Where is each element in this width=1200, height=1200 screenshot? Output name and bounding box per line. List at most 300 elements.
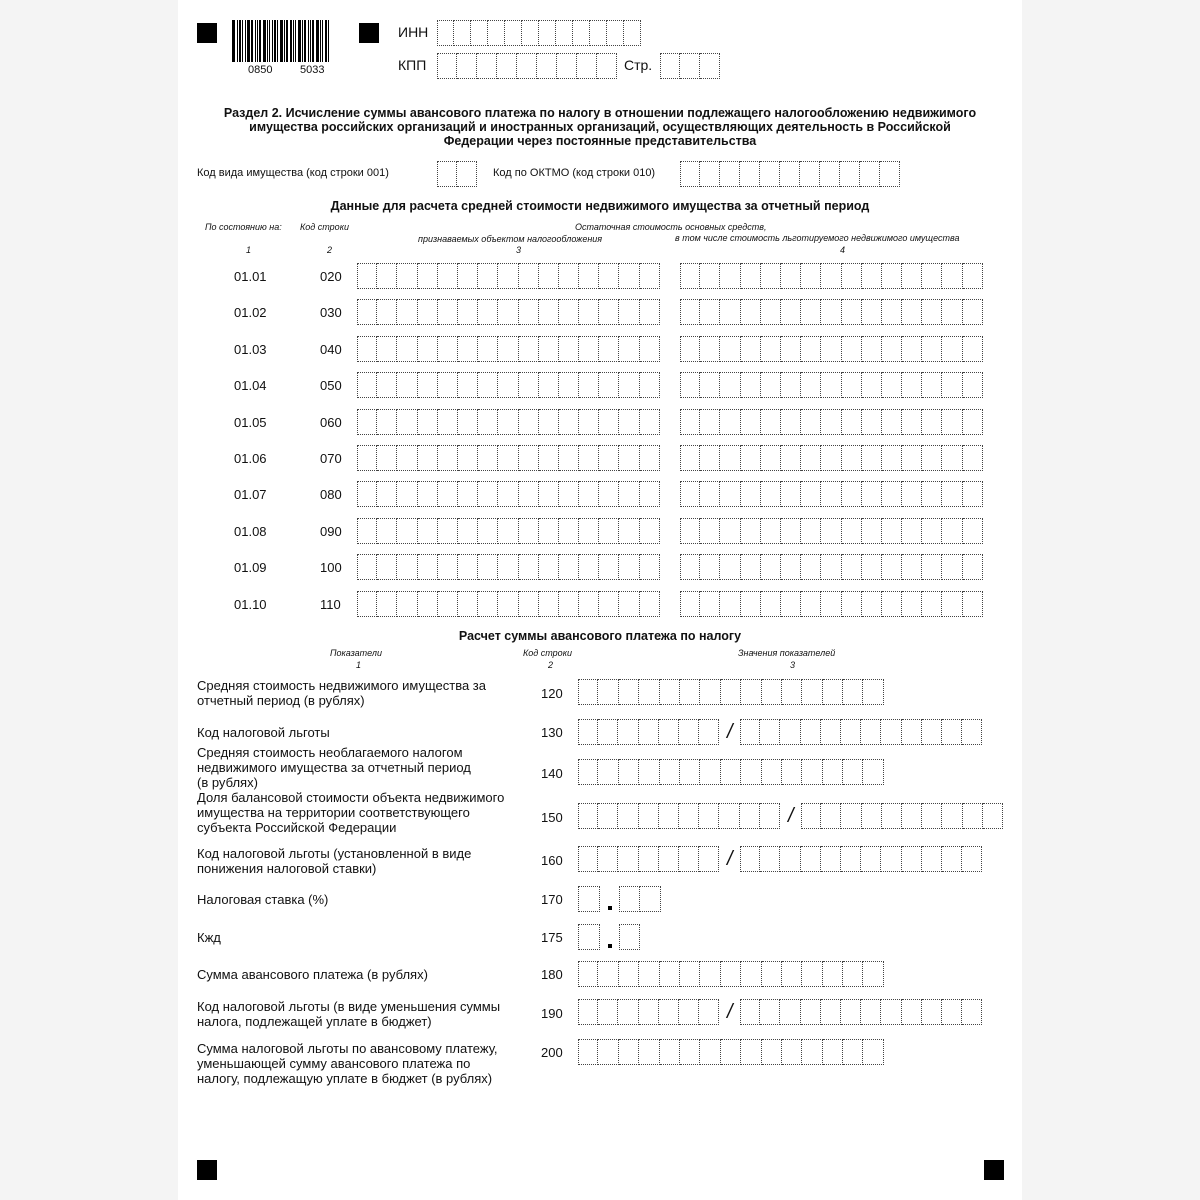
inn-cell[interactable]: [437, 20, 454, 46]
exempt-value-cell[interactable]: [882, 263, 902, 289]
exempt-value-cell[interactable]: [862, 591, 882, 617]
exempt-value-cell[interactable]: [720, 263, 740, 289]
kpp-cell[interactable]: [577, 53, 597, 79]
residual-value-cell[interactable]: [397, 591, 417, 617]
benefit-code-cell-130[interactable]: [639, 719, 659, 745]
exempt-value-cell[interactable]: [720, 299, 740, 325]
residual-value-cell[interactable]: [599, 336, 619, 362]
share-numerator-cell-group[interactable]: [578, 803, 780, 829]
inn-cell[interactable]: [454, 20, 471, 46]
residual-value-cell[interactable]: [640, 481, 660, 507]
oktmo-field[interactable]: [680, 161, 900, 187]
residual-value-cell[interactable]: [640, 263, 660, 289]
residual-value-cell[interactable]: [377, 336, 397, 362]
benefit-code-suffix-cell-190[interactable]: [801, 999, 821, 1025]
exempt-value-cell[interactable]: [902, 445, 922, 471]
residual-value-cell[interactable]: [539, 591, 559, 617]
residual-value-cell[interactable]: [640, 445, 660, 471]
residual-value-cell[interactable]: [478, 336, 498, 362]
residual-value-cell[interactable]: [438, 263, 458, 289]
benefit-code-suffix-cell-160[interactable]: [740, 846, 760, 872]
exempt-value-cell[interactable]: [741, 263, 761, 289]
residual-value-cell[interactable]: [357, 481, 377, 507]
exempt-value-cell[interactable]: [942, 372, 962, 398]
benefit-code-suffix-cell-190[interactable]: [942, 999, 962, 1025]
kzhd-fraction-cell-group[interactable]: [619, 924, 640, 950]
value-cell-200[interactable]: [619, 1039, 639, 1065]
exempt-value-cell-group[interactable]: [680, 445, 983, 471]
value-cell-140[interactable]: [782, 759, 802, 785]
benefit-code-cell-130[interactable]: [578, 719, 598, 745]
kpp-cell[interactable]: [537, 53, 557, 79]
exempt-value-cell[interactable]: [680, 409, 700, 435]
residual-value-cell[interactable]: [539, 372, 559, 398]
residual-value-cell[interactable]: [498, 299, 518, 325]
share-numerator-cell[interactable]: [639, 803, 659, 829]
benefit-code-cell-130[interactable]: [679, 719, 699, 745]
residual-value-cell-group[interactable]: [357, 409, 660, 435]
residual-value-cell[interactable]: [579, 336, 599, 362]
exempt-value-cell[interactable]: [761, 591, 781, 617]
residual-value-cell[interactable]: [640, 518, 660, 544]
residual-value-cell[interactable]: [418, 554, 438, 580]
exempt-value-cell-group[interactable]: [680, 372, 983, 398]
value-cell-180[interactable]: [762, 961, 782, 987]
residual-value-cell[interactable]: [397, 409, 417, 435]
exempt-value-cell[interactable]: [902, 263, 922, 289]
inn-cell[interactable]: [573, 20, 590, 46]
residual-value-cell[interactable]: [478, 554, 498, 580]
exempt-value-cell[interactable]: [741, 372, 761, 398]
residual-value-cell[interactable]: [397, 372, 417, 398]
residual-value-cell[interactable]: [397, 518, 417, 544]
residual-value-cell[interactable]: [579, 554, 599, 580]
tax-rate-fraction-cell[interactable]: [640, 886, 661, 912]
exempt-value-cell[interactable]: [963, 445, 983, 471]
benefit-code-suffix-cell-130[interactable]: [821, 719, 841, 745]
share-denominator-cell[interactable]: [801, 803, 821, 829]
residual-value-cell-group[interactable]: [357, 299, 660, 325]
residual-value-cell[interactable]: [599, 481, 619, 507]
residual-value-cell[interactable]: [640, 299, 660, 325]
share-denominator-cell[interactable]: [922, 803, 942, 829]
exempt-value-cell[interactable]: [700, 336, 720, 362]
benefit-code-cell-160-group[interactable]: [578, 846, 719, 872]
residual-value-cell[interactable]: [559, 554, 579, 580]
residual-value-cell[interactable]: [418, 445, 438, 471]
residual-value-cell[interactable]: [418, 409, 438, 435]
benefit-code-cell-190[interactable]: [618, 999, 638, 1025]
exempt-value-cell[interactable]: [922, 481, 942, 507]
benefit-code-cell-190[interactable]: [639, 999, 659, 1025]
exempt-value-cell[interactable]: [700, 554, 720, 580]
benefit-code-suffix-cell-160[interactable]: [942, 846, 962, 872]
kpp-cell[interactable]: [457, 53, 477, 79]
residual-value-cell[interactable]: [438, 554, 458, 580]
share-numerator-cell[interactable]: [598, 803, 618, 829]
exempt-value-cell[interactable]: [842, 409, 862, 435]
residual-value-cell[interactable]: [579, 591, 599, 617]
exempt-value-cell[interactable]: [963, 518, 983, 544]
exempt-value-cell[interactable]: [741, 409, 761, 435]
residual-value-cell[interactable]: [599, 372, 619, 398]
exempt-value-cell[interactable]: [842, 372, 862, 398]
benefit-code-suffix-cell-160[interactable]: [841, 846, 861, 872]
residual-value-cell[interactable]: [579, 299, 599, 325]
exempt-value-cell[interactable]: [862, 299, 882, 325]
exempt-value-cell[interactable]: [761, 554, 781, 580]
oktmo-cell[interactable]: [720, 161, 740, 187]
exempt-value-cell[interactable]: [781, 299, 801, 325]
residual-value-cell-group[interactable]: [357, 336, 660, 362]
page-cell[interactable]: [700, 53, 720, 79]
exempt-value-cell[interactable]: [842, 263, 862, 289]
exempt-value-cell[interactable]: [741, 554, 761, 580]
residual-value-cell[interactable]: [357, 299, 377, 325]
benefit-code-suffix-cell-190[interactable]: [861, 999, 881, 1025]
share-denominator-cell[interactable]: [963, 803, 983, 829]
exempt-value-cell[interactable]: [761, 409, 781, 435]
benefit-code-suffix-cell-130[interactable]: [760, 719, 780, 745]
benefit-code-suffix-cell-130[interactable]: [962, 719, 982, 745]
exempt-value-cell[interactable]: [781, 409, 801, 435]
residual-value-cell[interactable]: [458, 299, 478, 325]
share-numerator-cell[interactable]: [679, 803, 699, 829]
value-cell-200[interactable]: [741, 1039, 761, 1065]
residual-value-cell[interactable]: [619, 409, 639, 435]
exempt-value-cell[interactable]: [842, 481, 862, 507]
benefit-code-cell-190-group[interactable]: [578, 999, 719, 1025]
residual-value-cell[interactable]: [559, 263, 579, 289]
exempt-value-cell[interactable]: [963, 554, 983, 580]
exempt-value-cell[interactable]: [761, 481, 781, 507]
residual-value-cell[interactable]: [397, 554, 417, 580]
residual-value-cell[interactable]: [438, 299, 458, 325]
residual-value-cell[interactable]: [478, 518, 498, 544]
value-cell-120[interactable]: [680, 679, 700, 705]
inn-cell[interactable]: [556, 20, 573, 46]
inn-cell[interactable]: [607, 20, 624, 46]
exempt-value-cell[interactable]: [821, 591, 841, 617]
value-cell-180[interactable]: [619, 961, 639, 987]
residual-value-cell[interactable]: [640, 409, 660, 435]
exempt-value-cell[interactable]: [942, 299, 962, 325]
value-cell-140[interactable]: [863, 759, 883, 785]
residual-value-cell[interactable]: [498, 591, 518, 617]
residual-value-cell[interactable]: [498, 372, 518, 398]
kpp-cell[interactable]: [557, 53, 577, 79]
value-cell-180[interactable]: [680, 961, 700, 987]
residual-value-cell[interactable]: [418, 372, 438, 398]
residual-value-cell[interactable]: [539, 263, 559, 289]
residual-value-cell[interactable]: [397, 445, 417, 471]
share-numerator-cell[interactable]: [760, 803, 780, 829]
exempt-value-cell[interactable]: [720, 372, 740, 398]
residual-value-cell[interactable]: [599, 263, 619, 289]
residual-value-cell[interactable]: [418, 518, 438, 544]
kpp-cell[interactable]: [477, 53, 497, 79]
share-numerator-cell[interactable]: [719, 803, 739, 829]
value-cell-140-group[interactable]: [578, 759, 884, 785]
benefit-code-cell-160[interactable]: [639, 846, 659, 872]
residual-value-cell[interactable]: [438, 336, 458, 362]
residual-value-cell[interactable]: [619, 481, 639, 507]
value-cell-140[interactable]: [598, 759, 618, 785]
residual-value-cell[interactable]: [619, 299, 639, 325]
residual-value-cell[interactable]: [579, 518, 599, 544]
residual-value-cell[interactable]: [438, 591, 458, 617]
benefit-code-cell-160[interactable]: [699, 846, 719, 872]
share-numerator-cell[interactable]: [699, 803, 719, 829]
residual-value-cell-group[interactable]: [357, 518, 660, 544]
exempt-value-cell[interactable]: [801, 445, 821, 471]
residual-value-cell[interactable]: [438, 409, 458, 435]
kzhd-integer-cell-group[interactable]: [578, 924, 600, 950]
exempt-value-cell[interactable]: [761, 263, 781, 289]
value-cell-140[interactable]: [721, 759, 741, 785]
residual-value-cell[interactable]: [357, 445, 377, 471]
benefit-code-suffix-cell-130[interactable]: [780, 719, 800, 745]
residual-value-cell[interactable]: [357, 409, 377, 435]
inn-field[interactable]: [437, 20, 641, 46]
residual-value-cell[interactable]: [579, 372, 599, 398]
benefit-code-suffix-cell-130[interactable]: [922, 719, 942, 745]
benefit-code-suffix-cell-160[interactable]: [962, 846, 982, 872]
exempt-value-cell[interactable]: [680, 299, 700, 325]
exempt-value-cell[interactable]: [781, 591, 801, 617]
residual-value-cell[interactable]: [377, 299, 397, 325]
exempt-value-cell[interactable]: [922, 372, 942, 398]
share-numerator-cell[interactable]: [618, 803, 638, 829]
exempt-value-cell[interactable]: [720, 445, 740, 471]
residual-value-cell[interactable]: [397, 481, 417, 507]
benefit-code-cell-160[interactable]: [598, 846, 618, 872]
exempt-value-cell[interactable]: [761, 445, 781, 471]
residual-value-cell-group[interactable]: [357, 372, 660, 398]
value-cell-120[interactable]: [619, 679, 639, 705]
exempt-value-cell[interactable]: [963, 409, 983, 435]
value-cell-120[interactable]: [660, 679, 680, 705]
residual-value-cell[interactable]: [458, 263, 478, 289]
value-cell-200[interactable]: [598, 1039, 618, 1065]
residual-value-cell[interactable]: [498, 518, 518, 544]
residual-value-cell[interactable]: [458, 591, 478, 617]
value-cell-200[interactable]: [680, 1039, 700, 1065]
exempt-value-cell[interactable]: [821, 263, 841, 289]
residual-value-cell[interactable]: [458, 409, 478, 435]
residual-value-cell[interactable]: [519, 372, 539, 398]
exempt-value-cell[interactable]: [781, 372, 801, 398]
exempt-value-cell[interactable]: [680, 336, 700, 362]
value-cell-200[interactable]: [639, 1039, 659, 1065]
exempt-value-cell[interactable]: [720, 591, 740, 617]
residual-value-cell[interactable]: [539, 445, 559, 471]
exempt-value-cell[interactable]: [741, 445, 761, 471]
exempt-value-cell[interactable]: [902, 481, 922, 507]
tax-rate-fraction-cell[interactable]: [619, 886, 640, 912]
exempt-value-cell[interactable]: [781, 554, 801, 580]
exempt-value-cell[interactable]: [680, 372, 700, 398]
residual-value-cell[interactable]: [357, 336, 377, 362]
exempt-value-cell[interactable]: [922, 554, 942, 580]
value-cell-120[interactable]: [782, 679, 802, 705]
share-denominator-cell[interactable]: [862, 803, 882, 829]
inn-cell[interactable]: [505, 20, 522, 46]
benefit-code-cell-130[interactable]: [618, 719, 638, 745]
residual-value-cell[interactable]: [498, 409, 518, 435]
exempt-value-cell[interactable]: [761, 299, 781, 325]
residual-value-cell[interactable]: [559, 518, 579, 544]
value-cell-200[interactable]: [578, 1039, 598, 1065]
benefit-code-cell-130[interactable]: [598, 719, 618, 745]
benefit-code-suffix-cell-190[interactable]: [902, 999, 922, 1025]
exempt-value-cell[interactable]: [882, 518, 902, 544]
residual-value-cell[interactable]: [478, 445, 498, 471]
oktmo-cell[interactable]: [860, 161, 880, 187]
residual-value-cell[interactable]: [559, 481, 579, 507]
exempt-value-cell[interactable]: [761, 518, 781, 544]
benefit-code-suffix-cell-190[interactable]: [881, 999, 901, 1025]
residual-value-cell[interactable]: [478, 263, 498, 289]
benefit-code-cell-130-group[interactable]: [578, 719, 719, 745]
exempt-value-cell[interactable]: [902, 591, 922, 617]
residual-value-cell[interactable]: [559, 372, 579, 398]
value-cell-120[interactable]: [762, 679, 782, 705]
exempt-value-cell[interactable]: [862, 409, 882, 435]
benefit-code-suffix-cell-130[interactable]: [902, 719, 922, 745]
residual-value-cell[interactable]: [619, 336, 639, 362]
exempt-value-cell[interactable]: [720, 336, 740, 362]
value-cell-180[interactable]: [639, 961, 659, 987]
exempt-value-cell[interactable]: [741, 336, 761, 362]
residual-value-cell[interactable]: [599, 299, 619, 325]
residual-value-cell[interactable]: [539, 554, 559, 580]
benefit-code-suffix-cell-190[interactable]: [841, 999, 861, 1025]
value-cell-180[interactable]: [782, 961, 802, 987]
exempt-value-cell[interactable]: [922, 518, 942, 544]
value-cell-140[interactable]: [680, 759, 700, 785]
exempt-value-cell[interactable]: [942, 263, 962, 289]
residual-value-cell[interactable]: [478, 481, 498, 507]
exempt-value-cell[interactable]: [942, 591, 962, 617]
exempt-value-cell[interactable]: [862, 445, 882, 471]
benefit-code-suffix-cell-160[interactable]: [861, 846, 881, 872]
residual-value-cell[interactable]: [418, 591, 438, 617]
exempt-value-cell[interactable]: [801, 409, 821, 435]
page-number-field[interactable]: [660, 53, 720, 79]
residual-value-cell[interactable]: [418, 263, 438, 289]
share-denominator-cell[interactable]: [882, 803, 902, 829]
benefit-code-cell-130[interactable]: [659, 719, 679, 745]
residual-value-cell[interactable]: [438, 481, 458, 507]
exempt-value-cell[interactable]: [700, 409, 720, 435]
inn-cell[interactable]: [488, 20, 505, 46]
exempt-value-cell[interactable]: [801, 263, 821, 289]
exempt-value-cell[interactable]: [801, 372, 821, 398]
property-code-field[interactable]: [437, 161, 477, 187]
benefit-code-cell-160[interactable]: [679, 846, 699, 872]
exempt-value-cell[interactable]: [700, 372, 720, 398]
residual-value-cell[interactable]: [418, 299, 438, 325]
exempt-value-cell[interactable]: [882, 299, 902, 325]
value-cell-120[interactable]: [578, 679, 598, 705]
residual-value-cell[interactable]: [418, 481, 438, 507]
residual-value-cell[interactable]: [377, 445, 397, 471]
exempt-value-cell-group[interactable]: [680, 481, 983, 507]
residual-value-cell[interactable]: [599, 554, 619, 580]
residual-value-cell[interactable]: [438, 445, 458, 471]
value-cell-200[interactable]: [762, 1039, 782, 1065]
exempt-value-cell[interactable]: [700, 591, 720, 617]
value-cell-200[interactable]: [863, 1039, 883, 1065]
kzhd-integer-cell[interactable]: [578, 924, 600, 950]
exempt-value-cell[interactable]: [680, 263, 700, 289]
exempt-value-cell[interactable]: [882, 336, 902, 362]
benefit-code-cell-130[interactable]: [699, 719, 719, 745]
residual-value-cell[interactable]: [377, 372, 397, 398]
oktmo-cell[interactable]: [780, 161, 800, 187]
share-numerator-cell[interactable]: [578, 803, 598, 829]
value-cell-180[interactable]: [660, 961, 680, 987]
value-cell-120[interactable]: [700, 679, 720, 705]
value-cell-200[interactable]: [843, 1039, 863, 1065]
residual-value-cell-group[interactable]: [357, 591, 660, 617]
residual-value-cell[interactable]: [619, 554, 639, 580]
residual-value-cell[interactable]: [357, 263, 377, 289]
benefit-code-suffix-cell-160[interactable]: [760, 846, 780, 872]
residual-value-cell[interactable]: [397, 263, 417, 289]
residual-value-cell[interactable]: [478, 299, 498, 325]
exempt-value-cell[interactable]: [801, 481, 821, 507]
value-cell-180[interactable]: [863, 961, 883, 987]
residual-value-cell[interactable]: [377, 591, 397, 617]
residual-value-cell[interactable]: [619, 518, 639, 544]
exempt-value-cell[interactable]: [781, 336, 801, 362]
exempt-value-cell[interactable]: [680, 481, 700, 507]
exempt-value-cell[interactable]: [741, 518, 761, 544]
residual-value-cell[interactable]: [438, 518, 458, 544]
residual-value-cell[interactable]: [458, 481, 478, 507]
exempt-value-cell[interactable]: [902, 518, 922, 544]
oktmo-cell[interactable]: [880, 161, 900, 187]
exempt-value-cell[interactable]: [842, 591, 862, 617]
tax-rate-integer-cell-group[interactable]: [578, 886, 600, 912]
residual-value-cell[interactable]: [377, 409, 397, 435]
residual-value-cell[interactable]: [498, 445, 518, 471]
residual-value-cell[interactable]: [579, 481, 599, 507]
residual-value-cell[interactable]: [519, 591, 539, 617]
residual-value-cell-group[interactable]: [357, 481, 660, 507]
residual-value-cell[interactable]: [458, 554, 478, 580]
value-cell-180[interactable]: [578, 961, 598, 987]
exempt-value-cell[interactable]: [882, 372, 902, 398]
exempt-value-cell[interactable]: [882, 445, 902, 471]
residual-value-cell[interactable]: [640, 336, 660, 362]
benefit-code-suffix-cell-190[interactable]: [821, 999, 841, 1025]
benefit-code-suffix-cell-190[interactable]: [922, 999, 942, 1025]
exempt-value-cell[interactable]: [902, 372, 922, 398]
exempt-value-cell[interactable]: [862, 372, 882, 398]
exempt-value-cell[interactable]: [680, 445, 700, 471]
exempt-value-cell[interactable]: [781, 445, 801, 471]
benefit-code-suffix-cell-190[interactable]: [780, 999, 800, 1025]
residual-value-cell[interactable]: [579, 445, 599, 471]
residual-value-cell[interactable]: [498, 554, 518, 580]
exempt-value-cell-group[interactable]: [680, 554, 983, 580]
exempt-value-cell[interactable]: [842, 336, 862, 362]
benefit-code-cell-190[interactable]: [679, 999, 699, 1025]
share-denominator-cell[interactable]: [983, 803, 1003, 829]
